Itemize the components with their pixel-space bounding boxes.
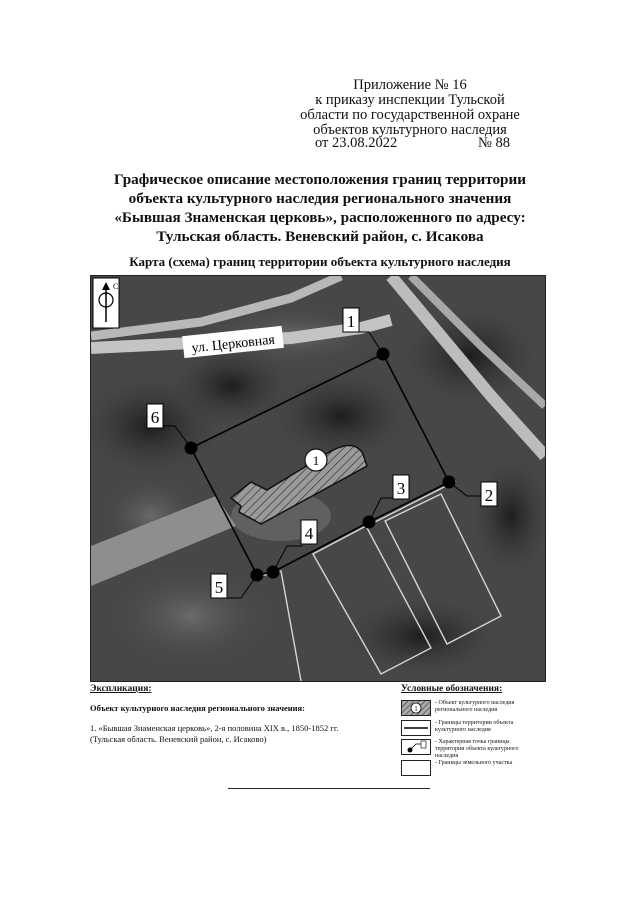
point-label-5: 5: [214, 578, 224, 597]
legend-title: Условные обозначения:: [401, 684, 503, 694]
order-date: от 23.08.2022: [315, 135, 398, 151]
boundary-point-4: [267, 566, 280, 579]
compass-label: С: [113, 282, 119, 291]
legend-text: - Объект культурного наследия: [435, 700, 515, 706]
point-label-6: 6: [150, 408, 160, 427]
boundary-point-3: [363, 516, 376, 529]
appendix-line: к приказу инспекции Тульской: [315, 92, 505, 108]
signature-line: [228, 788, 430, 789]
point-label-1: 1: [346, 312, 356, 331]
legend-text: территории объекта культурного: [435, 746, 519, 752]
appendix-line: Приложение № 16: [353, 77, 467, 93]
appendix-line: области по государственной охране: [300, 107, 520, 123]
title-line: Тульская область. Веневский район, с. Исакова: [156, 228, 484, 245]
point-label-3: 3: [396, 479, 406, 498]
appendix-line: объектов культурного наследия: [313, 122, 507, 138]
object-number-label: 1: [312, 453, 320, 468]
point-label-2: 2: [484, 486, 494, 505]
boundary-point-1: [377, 348, 390, 361]
object-symbol-icon: [401, 700, 431, 716]
explication-item-line: 1. «Бывшая Знаменская церковь», 2-я половина XIX в., 1850-1852 гг.: [90, 723, 339, 733]
north-arrow-icon: [93, 278, 119, 328]
legend-text: регионального наследия: [435, 707, 498, 713]
title-line: объекта культурного наследия регионального значения: [128, 190, 512, 207]
boundary-point-2: [443, 476, 456, 489]
boundary-map: [90, 275, 546, 682]
svg-text:1: 1: [414, 705, 418, 713]
explication-item-line: (Тульская область. Веневский район, с. Исаково): [90, 734, 267, 744]
title-line: Графическое описание местоположения границ территории: [113, 171, 527, 188]
characteristic-point-icon: [401, 739, 431, 755]
legend-text: - Границы земельного участка: [435, 760, 513, 766]
explication-heading: Объект культурного наследия регионального значения:: [90, 703, 305, 713]
order-number: № 88: [478, 135, 510, 151]
legend-item-point: [401, 739, 518, 760]
legend-text: культурного наследия: [435, 727, 491, 733]
map-canvas: [91, 276, 545, 681]
street-label: ул. Церковная: [190, 332, 276, 357]
legend-item-object: [401, 700, 514, 716]
map-caption: Карта (схема) границ территории объекта культурного наследия: [129, 254, 511, 269]
appendix-header: [290, 78, 530, 138]
land-plot-icon: [401, 760, 431, 776]
legend-text: - Характерная точка границы: [435, 739, 510, 745]
explication-title: Экспликация:: [90, 684, 152, 694]
explication-item: [90, 723, 339, 745]
legend-item-land-plot: [401, 760, 512, 776]
point-label-4: 4: [304, 524, 314, 543]
title-line: «Бывшая Знаменская церковь», расположенного по адресу:: [114, 209, 526, 226]
document-title: [60, 170, 580, 246]
legend-text: - Границы территории объекта: [435, 720, 514, 726]
boundary-line-icon: [401, 720, 431, 736]
legend-text: наследия: [435, 753, 459, 759]
legend-item-boundary: [401, 720, 513, 736]
boundary-point-5: [251, 569, 264, 582]
boundary-point-6: [185, 442, 198, 455]
